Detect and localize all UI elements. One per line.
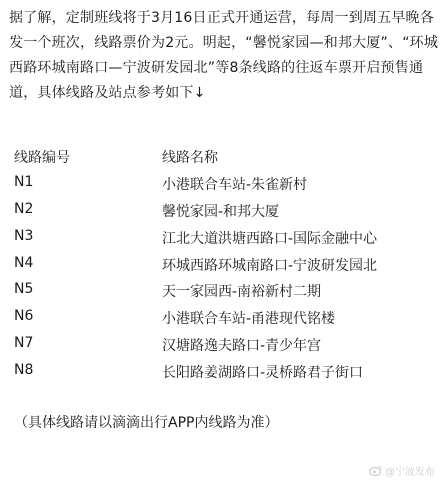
table-row: [14, 228, 434, 255]
intro-paragraph: 据了解，定制班线将于3月16日正式开通运营，每周一到周五早晚各发一个班次，线路票价为2元。明起，“馨悦家园—和邦大厦”、“环城西路环城南路口—宁波研发园北”等8条线路的往返车票开启预售通道，具体线路及站点参考如下↓: [9, 10, 439, 101]
table-row: [14, 255, 434, 282]
route-code: N2: [14, 200, 34, 217]
route-table: [14, 147, 434, 389]
route-code: N5: [14, 281, 34, 298]
footnote: （具体线路请以滴滴出行APP内线路为准）: [14, 415, 279, 431]
route-code: N6: [14, 308, 34, 325]
watermark-text: @宁波发布: [385, 467, 435, 478]
route-name: 馨悦家园-和邦大厦: [162, 203, 280, 220]
table-row: [14, 201, 434, 228]
table-row: [14, 362, 434, 389]
table-row: [14, 281, 434, 308]
table-row: [14, 308, 434, 335]
route-code: N1: [14, 173, 34, 190]
route-code: N7: [14, 335, 34, 352]
header-route-name: 线路名称: [162, 150, 218, 166]
route-name: 江北大道洪塘西路口-国际金融中心: [162, 230, 378, 247]
route-name: 环城西路环城南路口-宁波研发园北: [162, 257, 378, 274]
table-row: [14, 174, 434, 201]
route-name: 天一家园西-南裕新村二期: [162, 284, 322, 301]
table-row: [14, 335, 434, 362]
route-name: 小港联合车站-朱雀新村: [162, 176, 308, 193]
weibo-icon: [369, 465, 382, 476]
route-name: 小港联合车站-甬港现代铭楼: [162, 311, 336, 328]
route-code: N8: [14, 362, 34, 379]
watermark: [369, 463, 435, 478]
route-name: 汉塘路逸夫路口-青少年宫: [162, 338, 322, 355]
route-code: N4: [14, 254, 34, 271]
header-route-code: 线路编号: [14, 150, 70, 166]
route-name: 长阳路姜湖路口-灵桥路君子街口: [162, 365, 364, 382]
table-header-row: [14, 147, 434, 174]
route-code: N3: [14, 227, 34, 244]
